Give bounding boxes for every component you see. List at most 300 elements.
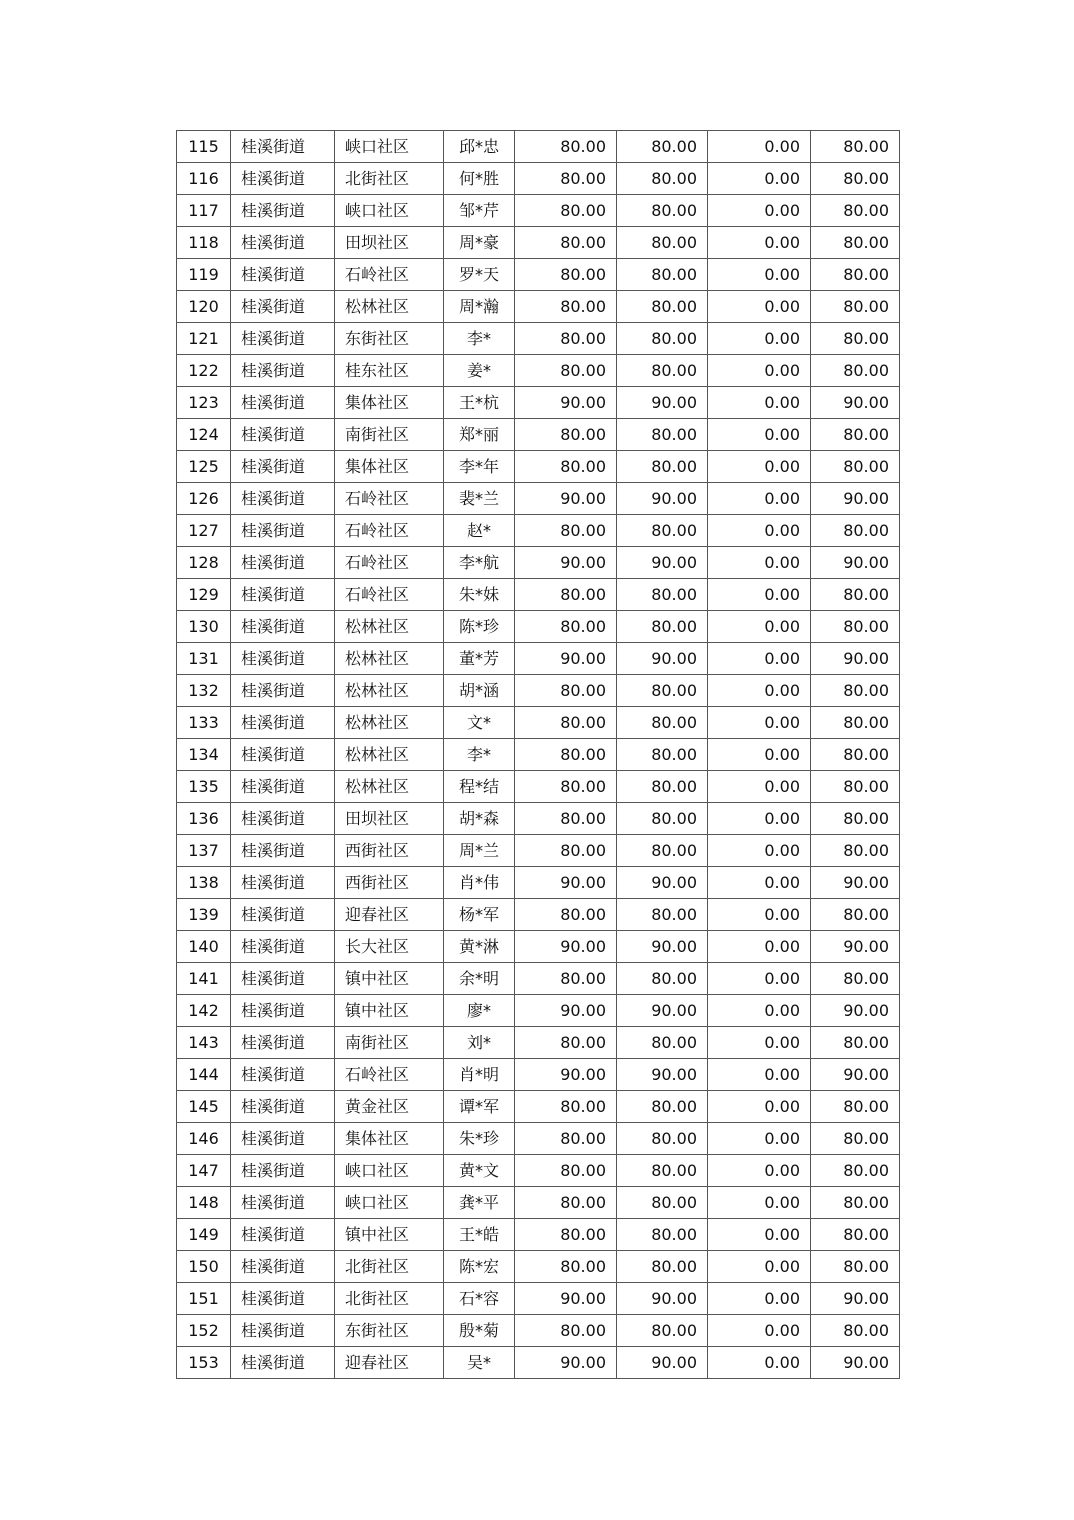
community-cell: 北街社区 xyxy=(335,163,444,195)
row-number: 132 xyxy=(177,675,231,707)
amount-cell-3: 0.00 xyxy=(708,803,811,835)
name-cell: 郑*丽 xyxy=(444,419,515,451)
table-row xyxy=(177,163,900,195)
name-cell: 石*容 xyxy=(444,1283,515,1315)
amount-cell-4: 80.00 xyxy=(811,899,900,931)
table-row xyxy=(177,131,900,163)
amount-cell-3: 0.00 xyxy=(708,1251,811,1283)
amount-cell-2: 80.00 xyxy=(617,771,708,803)
name-cell: 罗*天 xyxy=(444,259,515,291)
amount-cell-1: 80.00 xyxy=(515,355,617,387)
amount-cell-3: 0.00 xyxy=(708,1187,811,1219)
amount-cell-4: 80.00 xyxy=(811,515,900,547)
amount-cell-1: 80.00 xyxy=(515,1219,617,1251)
row-number: 150 xyxy=(177,1251,231,1283)
amount-cell-1: 90.00 xyxy=(515,387,617,419)
name-cell: 肖*明 xyxy=(444,1059,515,1091)
table-row xyxy=(177,739,900,771)
amount-cell-1: 80.00 xyxy=(515,803,617,835)
street-cell: 桂溪街道 xyxy=(231,1219,335,1251)
community-cell: 石岭社区 xyxy=(335,579,444,611)
row-number: 143 xyxy=(177,1027,231,1059)
table-row xyxy=(177,675,900,707)
amount-cell-3: 0.00 xyxy=(708,451,811,483)
amount-cell-1: 80.00 xyxy=(515,1251,617,1283)
street-cell: 桂溪街道 xyxy=(231,1251,335,1283)
community-cell: 迎春社区 xyxy=(335,1347,444,1379)
table-row xyxy=(177,707,900,739)
amount-cell-3: 0.00 xyxy=(708,899,811,931)
street-cell: 桂溪街道 xyxy=(231,579,335,611)
amount-cell-2: 80.00 xyxy=(617,579,708,611)
community-cell: 南街社区 xyxy=(335,419,444,451)
name-cell: 余*明 xyxy=(444,963,515,995)
amount-cell-3: 0.00 xyxy=(708,963,811,995)
amount-cell-1: 80.00 xyxy=(515,707,617,739)
row-number: 118 xyxy=(177,227,231,259)
amount-cell-2: 80.00 xyxy=(617,1123,708,1155)
amount-cell-2: 90.00 xyxy=(617,995,708,1027)
name-cell: 邱*忠 xyxy=(444,131,515,163)
amount-cell-3: 0.00 xyxy=(708,867,811,899)
street-cell: 桂溪街道 xyxy=(231,483,335,515)
amount-cell-4: 80.00 xyxy=(811,1315,900,1347)
amount-cell-3: 0.00 xyxy=(708,1155,811,1187)
amount-cell-3: 0.00 xyxy=(708,547,811,579)
community-cell: 镇中社区 xyxy=(335,995,444,1027)
name-cell: 肖*伟 xyxy=(444,867,515,899)
name-cell: 胡*森 xyxy=(444,803,515,835)
community-cell: 镇中社区 xyxy=(335,1219,444,1251)
row-number: 133 xyxy=(177,707,231,739)
community-cell: 黄金社区 xyxy=(335,1091,444,1123)
community-cell: 石岭社区 xyxy=(335,515,444,547)
community-cell: 松林社区 xyxy=(335,291,444,323)
amount-cell-1: 80.00 xyxy=(515,675,617,707)
street-cell: 桂溪街道 xyxy=(231,1283,335,1315)
table-row xyxy=(177,195,900,227)
street-cell: 桂溪街道 xyxy=(231,835,335,867)
amount-cell-1: 90.00 xyxy=(515,643,617,675)
amount-cell-4: 80.00 xyxy=(811,259,900,291)
table-row xyxy=(177,227,900,259)
street-cell: 桂溪街道 xyxy=(231,963,335,995)
table-row xyxy=(177,867,900,899)
table-row xyxy=(177,1155,900,1187)
row-number: 139 xyxy=(177,899,231,931)
amount-cell-3: 0.00 xyxy=(708,995,811,1027)
amount-cell-3: 0.00 xyxy=(708,1123,811,1155)
amount-cell-2: 80.00 xyxy=(617,291,708,323)
amount-cell-1: 80.00 xyxy=(515,163,617,195)
amount-cell-3: 0.00 xyxy=(708,259,811,291)
community-cell: 迎春社区 xyxy=(335,899,444,931)
amount-cell-2: 90.00 xyxy=(617,1059,708,1091)
amount-cell-3: 0.00 xyxy=(708,643,811,675)
amount-cell-1: 80.00 xyxy=(515,291,617,323)
community-cell: 长大社区 xyxy=(335,931,444,963)
amount-cell-2: 80.00 xyxy=(617,835,708,867)
amount-cell-1: 80.00 xyxy=(515,771,617,803)
row-number: 120 xyxy=(177,291,231,323)
amount-cell-2: 80.00 xyxy=(617,803,708,835)
street-cell: 桂溪街道 xyxy=(231,163,335,195)
amount-cell-2: 80.00 xyxy=(617,899,708,931)
amount-cell-2: 90.00 xyxy=(617,931,708,963)
table-row xyxy=(177,1283,900,1315)
name-cell: 周*瀚 xyxy=(444,291,515,323)
amount-cell-1: 80.00 xyxy=(515,611,617,643)
community-cell: 松林社区 xyxy=(335,643,444,675)
row-number: 121 xyxy=(177,323,231,355)
name-cell: 廖* xyxy=(444,995,515,1027)
amount-cell-4: 90.00 xyxy=(811,1347,900,1379)
street-cell: 桂溪街道 xyxy=(231,739,335,771)
amount-cell-3: 0.00 xyxy=(708,323,811,355)
amount-cell-1: 80.00 xyxy=(515,963,617,995)
amount-cell-1: 80.00 xyxy=(515,227,617,259)
amount-cell-2: 90.00 xyxy=(617,1347,708,1379)
amount-cell-2: 80.00 xyxy=(617,963,708,995)
name-cell: 何*胜 xyxy=(444,163,515,195)
amount-cell-2: 80.00 xyxy=(617,355,708,387)
amount-cell-4: 80.00 xyxy=(811,419,900,451)
row-number: 147 xyxy=(177,1155,231,1187)
table-row xyxy=(177,1091,900,1123)
table-row xyxy=(177,995,900,1027)
street-cell: 桂溪街道 xyxy=(231,899,335,931)
amount-cell-2: 80.00 xyxy=(617,451,708,483)
row-number: 131 xyxy=(177,643,231,675)
name-cell: 陈*珍 xyxy=(444,611,515,643)
name-cell: 刘* xyxy=(444,1027,515,1059)
table-row xyxy=(177,291,900,323)
amount-cell-4: 90.00 xyxy=(811,547,900,579)
street-cell: 桂溪街道 xyxy=(231,131,335,163)
table-row xyxy=(177,1251,900,1283)
amount-cell-4: 80.00 xyxy=(811,835,900,867)
amount-cell-1: 80.00 xyxy=(515,323,617,355)
street-cell: 桂溪街道 xyxy=(231,1027,335,1059)
amount-cell-2: 80.00 xyxy=(617,131,708,163)
amount-cell-4: 80.00 xyxy=(811,707,900,739)
amount-cell-1: 80.00 xyxy=(515,1315,617,1347)
community-cell: 北街社区 xyxy=(335,1251,444,1283)
table-row xyxy=(177,1027,900,1059)
row-number: 122 xyxy=(177,355,231,387)
street-cell: 桂溪街道 xyxy=(231,451,335,483)
row-number: 138 xyxy=(177,867,231,899)
amount-cell-1: 80.00 xyxy=(515,1187,617,1219)
row-number: 137 xyxy=(177,835,231,867)
table-row xyxy=(177,899,900,931)
table-row xyxy=(177,1059,900,1091)
data-table xyxy=(176,130,900,1379)
amount-cell-4: 80.00 xyxy=(811,579,900,611)
amount-cell-2: 80.00 xyxy=(617,163,708,195)
amount-cell-3: 0.00 xyxy=(708,387,811,419)
amount-cell-3: 0.00 xyxy=(708,195,811,227)
street-cell: 桂溪街道 xyxy=(231,1123,335,1155)
name-cell: 吴* xyxy=(444,1347,515,1379)
amount-cell-4: 90.00 xyxy=(811,867,900,899)
name-cell: 李*年 xyxy=(444,451,515,483)
amount-cell-4: 90.00 xyxy=(811,483,900,515)
amount-cell-1: 80.00 xyxy=(515,419,617,451)
table-row xyxy=(177,387,900,419)
amount-cell-2: 80.00 xyxy=(617,611,708,643)
table-row xyxy=(177,1123,900,1155)
name-cell: 姜* xyxy=(444,355,515,387)
row-number: 141 xyxy=(177,963,231,995)
name-cell: 邹*芹 xyxy=(444,195,515,227)
street-cell: 桂溪街道 xyxy=(231,1155,335,1187)
street-cell: 桂溪街道 xyxy=(231,1315,335,1347)
amount-cell-3: 0.00 xyxy=(708,579,811,611)
row-number: 134 xyxy=(177,739,231,771)
name-cell: 龚*平 xyxy=(444,1187,515,1219)
row-number: 142 xyxy=(177,995,231,1027)
amount-cell-1: 90.00 xyxy=(515,1347,617,1379)
amount-cell-3: 0.00 xyxy=(708,611,811,643)
table-row xyxy=(177,643,900,675)
row-number: 152 xyxy=(177,1315,231,1347)
street-cell: 桂溪街道 xyxy=(231,515,335,547)
amount-cell-3: 0.00 xyxy=(708,931,811,963)
row-number: 151 xyxy=(177,1283,231,1315)
name-cell: 周*豪 xyxy=(444,227,515,259)
amount-cell-2: 80.00 xyxy=(617,1027,708,1059)
name-cell: 朱*妹 xyxy=(444,579,515,611)
community-cell: 田坝社区 xyxy=(335,227,444,259)
community-cell: 峡口社区 xyxy=(335,131,444,163)
community-cell: 集体社区 xyxy=(335,1123,444,1155)
community-cell: 松林社区 xyxy=(335,675,444,707)
row-number: 145 xyxy=(177,1091,231,1123)
amount-cell-2: 80.00 xyxy=(617,1251,708,1283)
amount-cell-4: 80.00 xyxy=(811,131,900,163)
amount-cell-4: 80.00 xyxy=(811,1123,900,1155)
name-cell: 王*杭 xyxy=(444,387,515,419)
community-cell: 峡口社区 xyxy=(335,195,444,227)
amount-cell-4: 90.00 xyxy=(811,387,900,419)
community-cell: 石岭社区 xyxy=(335,259,444,291)
amount-cell-1: 90.00 xyxy=(515,483,617,515)
street-cell: 桂溪街道 xyxy=(231,547,335,579)
amount-cell-2: 80.00 xyxy=(617,739,708,771)
amount-cell-4: 80.00 xyxy=(811,963,900,995)
amount-cell-3: 0.00 xyxy=(708,1027,811,1059)
table-row xyxy=(177,771,900,803)
amount-cell-4: 80.00 xyxy=(811,451,900,483)
row-number: 148 xyxy=(177,1187,231,1219)
amount-cell-3: 0.00 xyxy=(708,1347,811,1379)
amount-cell-4: 80.00 xyxy=(811,1219,900,1251)
name-cell: 文* xyxy=(444,707,515,739)
data-table-container xyxy=(176,130,899,1379)
amount-cell-2: 80.00 xyxy=(617,675,708,707)
amount-cell-4: 80.00 xyxy=(811,1091,900,1123)
row-number: 128 xyxy=(177,547,231,579)
street-cell: 桂溪街道 xyxy=(231,227,335,259)
row-number: 123 xyxy=(177,387,231,419)
name-cell: 谭*军 xyxy=(444,1091,515,1123)
street-cell: 桂溪街道 xyxy=(231,1347,335,1379)
amount-cell-3: 0.00 xyxy=(708,515,811,547)
name-cell: 程*结 xyxy=(444,771,515,803)
amount-cell-4: 80.00 xyxy=(811,739,900,771)
name-cell: 董*芳 xyxy=(444,643,515,675)
amount-cell-4: 90.00 xyxy=(811,931,900,963)
amount-cell-2: 80.00 xyxy=(617,1315,708,1347)
street-cell: 桂溪街道 xyxy=(231,931,335,963)
street-cell: 桂溪街道 xyxy=(231,259,335,291)
amount-cell-4: 80.00 xyxy=(811,227,900,259)
row-number: 116 xyxy=(177,163,231,195)
amount-cell-1: 80.00 xyxy=(515,259,617,291)
amount-cell-2: 80.00 xyxy=(617,227,708,259)
amount-cell-2: 80.00 xyxy=(617,1091,708,1123)
row-number: 140 xyxy=(177,931,231,963)
amount-cell-3: 0.00 xyxy=(708,675,811,707)
amount-cell-4: 80.00 xyxy=(811,291,900,323)
name-cell: 李* xyxy=(444,323,515,355)
row-number: 125 xyxy=(177,451,231,483)
amount-cell-1: 90.00 xyxy=(515,547,617,579)
table-row xyxy=(177,419,900,451)
amount-cell-3: 0.00 xyxy=(708,419,811,451)
amount-cell-1: 80.00 xyxy=(515,739,617,771)
street-cell: 桂溪街道 xyxy=(231,1059,335,1091)
table-row xyxy=(177,1315,900,1347)
street-cell: 桂溪街道 xyxy=(231,867,335,899)
table-row xyxy=(177,355,900,387)
table-row xyxy=(177,611,900,643)
amount-cell-4: 90.00 xyxy=(811,995,900,1027)
row-number: 117 xyxy=(177,195,231,227)
community-cell: 东街社区 xyxy=(335,1315,444,1347)
amount-cell-4: 80.00 xyxy=(811,195,900,227)
street-cell: 桂溪街道 xyxy=(231,803,335,835)
name-cell: 陈*宏 xyxy=(444,1251,515,1283)
row-number: 130 xyxy=(177,611,231,643)
amount-cell-2: 80.00 xyxy=(617,1219,708,1251)
amount-cell-2: 80.00 xyxy=(617,195,708,227)
amount-cell-1: 90.00 xyxy=(515,1283,617,1315)
street-cell: 桂溪街道 xyxy=(231,195,335,227)
name-cell: 周*兰 xyxy=(444,835,515,867)
community-cell: 石岭社区 xyxy=(335,547,444,579)
table-row xyxy=(177,1219,900,1251)
community-cell: 峡口社区 xyxy=(335,1155,444,1187)
table-row xyxy=(177,1347,900,1379)
table-row xyxy=(177,931,900,963)
amount-cell-3: 0.00 xyxy=(708,483,811,515)
community-cell: 集体社区 xyxy=(335,387,444,419)
amount-cell-3: 0.00 xyxy=(708,835,811,867)
amount-cell-1: 80.00 xyxy=(515,1123,617,1155)
street-cell: 桂溪街道 xyxy=(231,675,335,707)
amount-cell-3: 0.00 xyxy=(708,707,811,739)
street-cell: 桂溪街道 xyxy=(231,323,335,355)
street-cell: 桂溪街道 xyxy=(231,707,335,739)
amount-cell-1: 80.00 xyxy=(515,835,617,867)
row-number: 126 xyxy=(177,483,231,515)
community-cell: 石岭社区 xyxy=(335,483,444,515)
street-cell: 桂溪街道 xyxy=(231,643,335,675)
community-cell: 西街社区 xyxy=(335,867,444,899)
street-cell: 桂溪街道 xyxy=(231,1187,335,1219)
table-row xyxy=(177,259,900,291)
name-cell: 王*皓 xyxy=(444,1219,515,1251)
amount-cell-2: 80.00 xyxy=(617,323,708,355)
amount-cell-2: 90.00 xyxy=(617,643,708,675)
community-cell: 东街社区 xyxy=(335,323,444,355)
community-cell: 西街社区 xyxy=(335,835,444,867)
amount-cell-2: 90.00 xyxy=(617,867,708,899)
community-cell: 南街社区 xyxy=(335,1027,444,1059)
amount-cell-1: 80.00 xyxy=(515,899,617,931)
row-number: 153 xyxy=(177,1347,231,1379)
table-row xyxy=(177,1187,900,1219)
amount-cell-3: 0.00 xyxy=(708,1283,811,1315)
amount-cell-1: 80.00 xyxy=(515,515,617,547)
amount-cell-1: 90.00 xyxy=(515,931,617,963)
amount-cell-3: 0.00 xyxy=(708,1091,811,1123)
name-cell: 杨*军 xyxy=(444,899,515,931)
community-cell: 桂东社区 xyxy=(335,355,444,387)
name-cell: 黄*文 xyxy=(444,1155,515,1187)
amount-cell-2: 80.00 xyxy=(617,515,708,547)
amount-cell-4: 80.00 xyxy=(811,163,900,195)
table-row xyxy=(177,547,900,579)
row-number: 124 xyxy=(177,419,231,451)
table-row xyxy=(177,451,900,483)
table-row xyxy=(177,483,900,515)
amount-cell-1: 90.00 xyxy=(515,1059,617,1091)
amount-cell-3: 0.00 xyxy=(708,227,811,259)
street-cell: 桂溪街道 xyxy=(231,387,335,419)
amount-cell-2: 80.00 xyxy=(617,1155,708,1187)
table-row xyxy=(177,515,900,547)
street-cell: 桂溪街道 xyxy=(231,355,335,387)
amount-cell-2: 90.00 xyxy=(617,1283,708,1315)
row-number: 115 xyxy=(177,131,231,163)
amount-cell-2: 90.00 xyxy=(617,483,708,515)
table-row xyxy=(177,963,900,995)
amount-cell-1: 80.00 xyxy=(515,451,617,483)
row-number: 127 xyxy=(177,515,231,547)
amount-cell-4: 80.00 xyxy=(811,803,900,835)
street-cell: 桂溪街道 xyxy=(231,1091,335,1123)
amount-cell-2: 80.00 xyxy=(617,707,708,739)
street-cell: 桂溪街道 xyxy=(231,419,335,451)
street-cell: 桂溪街道 xyxy=(231,771,335,803)
name-cell: 朱*珍 xyxy=(444,1123,515,1155)
amount-cell-3: 0.00 xyxy=(708,739,811,771)
amount-cell-3: 0.00 xyxy=(708,355,811,387)
community-cell: 松林社区 xyxy=(335,771,444,803)
amount-cell-3: 0.00 xyxy=(708,291,811,323)
community-cell: 镇中社区 xyxy=(335,963,444,995)
community-cell: 石岭社区 xyxy=(335,1059,444,1091)
amount-cell-3: 0.00 xyxy=(708,1219,811,1251)
amount-cell-1: 80.00 xyxy=(515,195,617,227)
name-cell: 李* xyxy=(444,739,515,771)
amount-cell-2: 90.00 xyxy=(617,387,708,419)
row-number: 119 xyxy=(177,259,231,291)
amount-cell-4: 80.00 xyxy=(811,1027,900,1059)
